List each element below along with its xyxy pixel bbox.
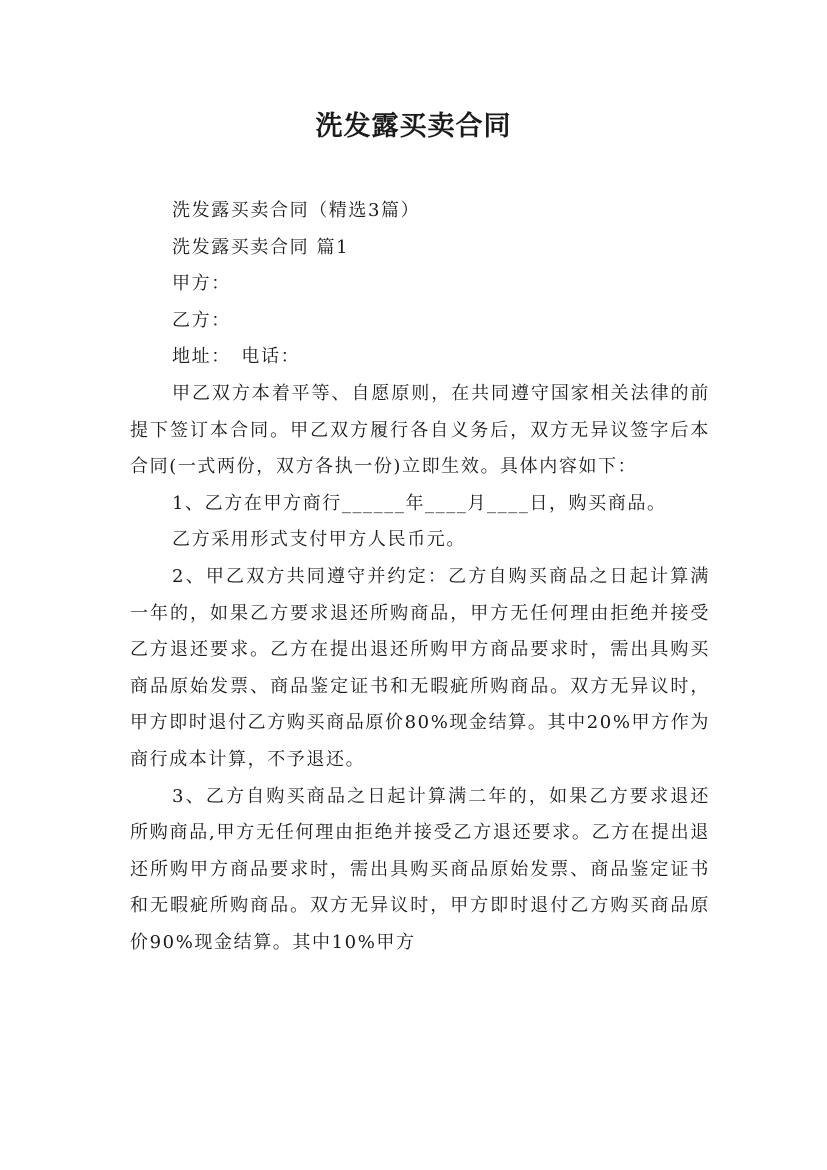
party-b-label: 乙方： xyxy=(172,309,231,331)
document-title: 洗发露买卖合同 xyxy=(315,111,512,142)
part-heading: 洗发露买卖合同 篇1 xyxy=(172,236,350,258)
paragraph-clause-2: 2、甲乙双方共同遵守并约定：乙方自购买商品之日起计算满一年的，如果乙方要求退还所购商品，甲方无任何理由拒绝并接受乙方退还要求。乙方在提出退还所购甲方商品要求时，需出具购买商品原始发票、商品鉴定证书和无暇疵所购商品。双方无异议时，甲方即时退付乙方购买商品原价80%现金结算。其中20%甲方作为商行成本计算，不予退还。 xyxy=(130,565,710,770)
party-a-label: 甲方： xyxy=(172,273,231,295)
paragraph-intro: 甲乙双方本着平等、自愿原则，在共同遵守国家相关法律的前提下签订本合同。甲乙双方履行各自义务后，双方无异议签字后本合同(一式两份，双方各执一份)立即生效。具体内容如下： xyxy=(130,382,710,478)
document-subtitle: 洗发露买卖合同（精选3篇） xyxy=(172,200,421,221)
paragraph-payment: 乙方采用形式支付甲方人民币元。 xyxy=(172,529,466,551)
document-body xyxy=(130,193,710,961)
paragraph-clause-1: 1、乙方在甲方商行______年____月____日，购买商品。 xyxy=(172,492,667,514)
address-phone-label: 地址： 电话： xyxy=(172,346,301,368)
paragraph-clause-3: 3、乙方自购买商品之日起计算满二年的，如果乙方要求退还所购商品,甲方无任何理由拒绝并接受乙方退还要求。乙方在提出退还所购甲方商品要求时，需出具购买商品原始发票、商品鉴定证书和无暇疵所购商品。双方无异议时，甲方即时退付乙方购买商品原价90%现金结算。其中10%甲方 xyxy=(130,785,710,953)
